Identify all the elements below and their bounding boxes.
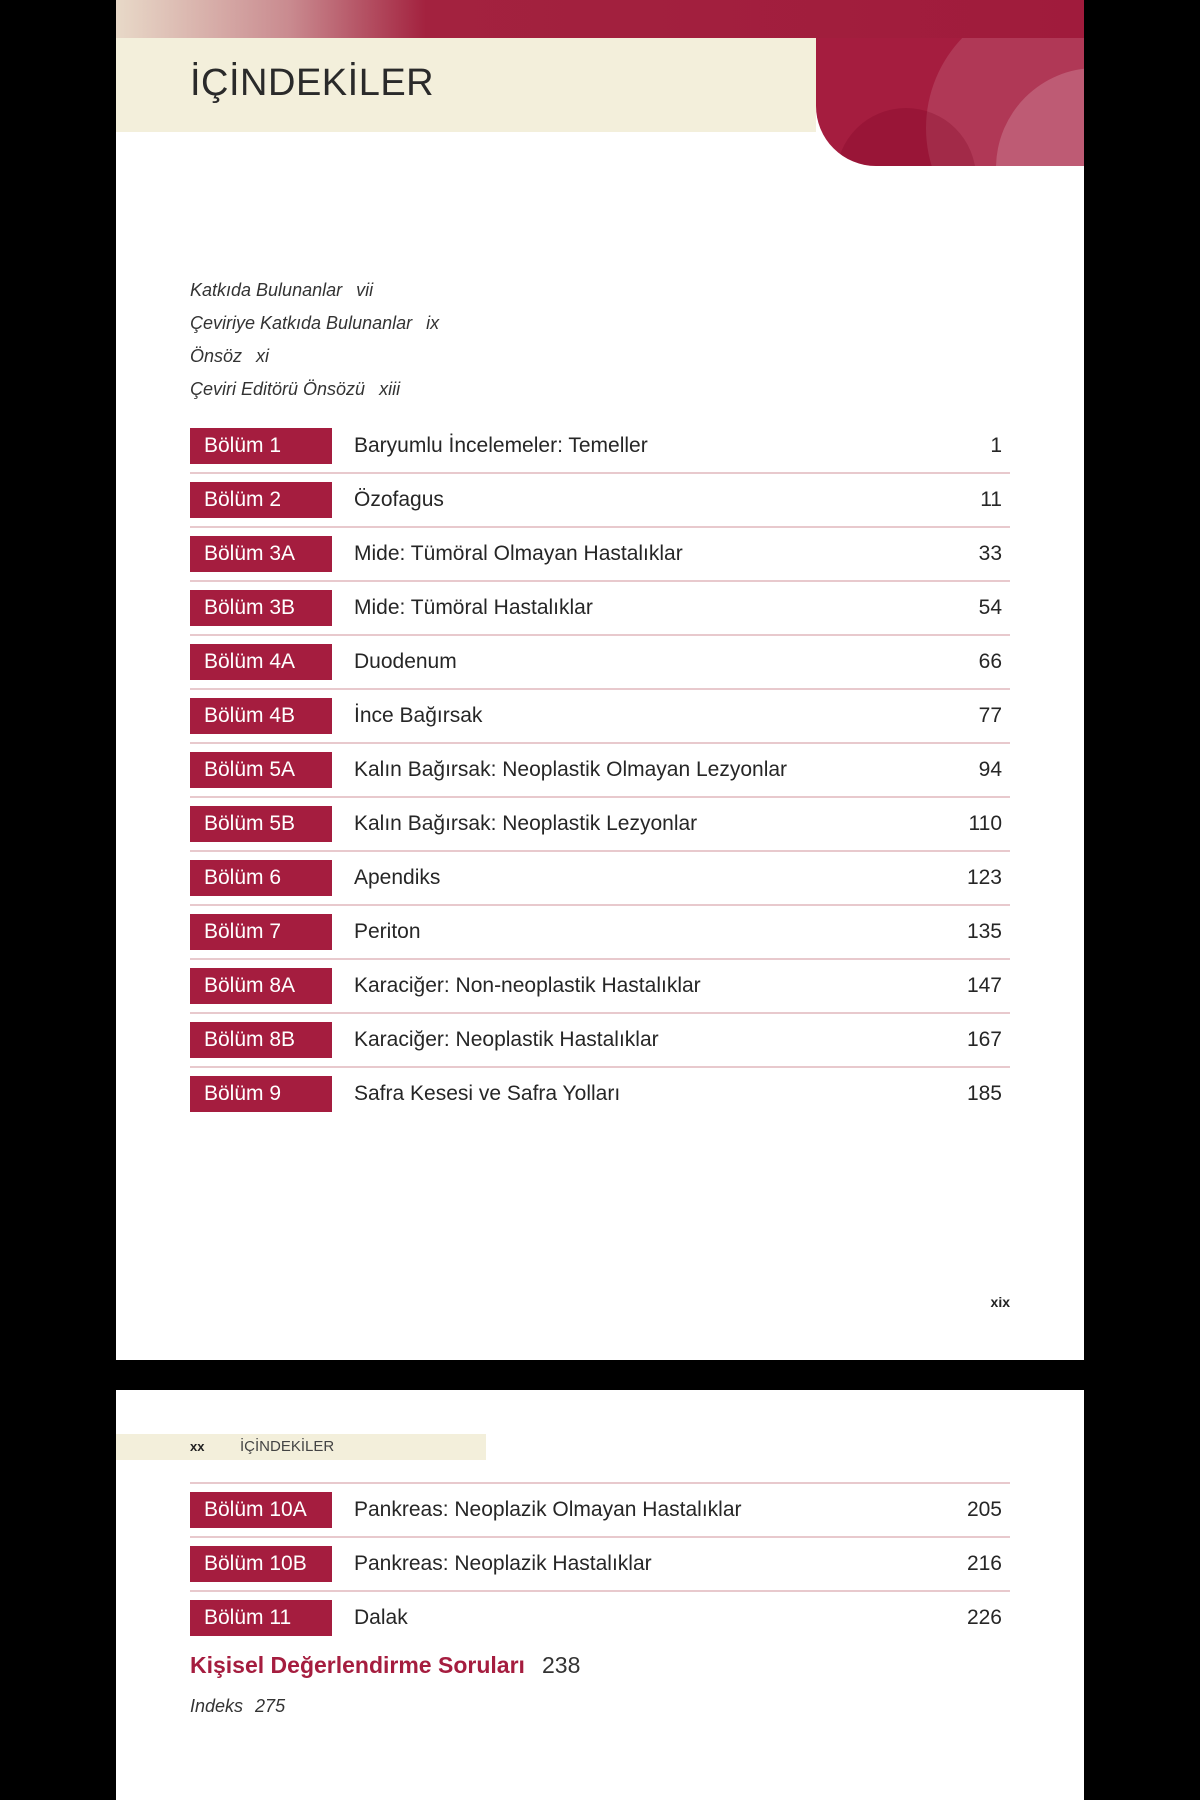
chapter-badge: Bölüm 5A [190, 752, 332, 788]
chapter-page-number: 185 [966, 1082, 1002, 1105]
front-matter-page: xi [256, 346, 270, 366]
chapter-page-number: 123 [966, 866, 1002, 889]
chapter-title: Kalın Bağırsak: Neoplastik Lezyonlar [354, 812, 698, 835]
chapter-title: İnce Bağırsak [354, 704, 483, 727]
front-matter-list [190, 274, 439, 406]
chapter-list-continued [190, 1482, 1010, 1644]
page-folio: xx [190, 1439, 205, 1454]
chapter-page-number: 1 [990, 434, 1002, 457]
chapter-row[interactable] [190, 420, 1010, 474]
front-matter-label: Çeviriye Katkıda Bulunanlar [190, 313, 413, 333]
chapter-badge: Bölüm 6 [190, 860, 332, 896]
book-page-xix [116, 0, 1084, 1360]
chapter-page-number: 216 [966, 1552, 1002, 1575]
chapter-row[interactable] [190, 960, 1010, 1014]
chapter-page-number: 66 [978, 650, 1002, 673]
chapter-title: Apendiks [354, 866, 441, 889]
chapter-list [190, 420, 1010, 1120]
chapter-title: Karaciğer: Neoplastik Hastalıklar [354, 1028, 659, 1051]
chapter-page-number: 167 [966, 1028, 1002, 1051]
chapter-title: Mide: Tümöral Hastalıklar [354, 596, 593, 619]
front-matter-item[interactable] [190, 307, 439, 340]
chapter-badge: Bölüm 2 [190, 482, 332, 518]
chapter-badge: Bölüm 8B [190, 1022, 332, 1058]
chapter-title: Kalın Bağırsak: Neoplastik Olmayan Lezyonlar [354, 758, 788, 781]
chapter-row[interactable] [190, 852, 1010, 906]
chapter-badge: Bölüm 1 [190, 428, 332, 464]
chapter-title: Özofagus [354, 488, 444, 511]
chapter-badge: Bölüm 4B [190, 698, 332, 734]
chapter-title: Pankreas: Neoplazik Olmayan Hastalıklar [354, 1498, 742, 1521]
book-page-xx [116, 1390, 1084, 1800]
front-matter-label: Çeviri Editörü Önsözü [190, 379, 366, 399]
chapter-row[interactable] [190, 582, 1010, 636]
chapter-row[interactable] [190, 906, 1010, 960]
header-gradient-bar [116, 0, 1084, 38]
self-evaluation-page-number: 238 [542, 1652, 581, 1678]
chapter-row[interactable] [190, 1068, 1010, 1120]
chapter-page-number: 110 [968, 812, 1002, 835]
chapter-badge: Bölüm 11 [190, 1600, 332, 1636]
chapter-row[interactable] [190, 1538, 1010, 1592]
chapter-badge: Bölüm 3B [190, 590, 332, 626]
front-matter-item[interactable] [190, 274, 439, 307]
index-entry[interactable] [190, 1696, 285, 1717]
chapter-badge: Bölüm 4A [190, 644, 332, 680]
front-matter-item[interactable] [190, 373, 439, 406]
chapter-title: Pankreas: Neoplazik Hastalıklar [354, 1552, 652, 1575]
chapter-badge: Bölüm 8A [190, 968, 332, 1004]
chapter-title: Dalak [354, 1606, 408, 1629]
chapter-page-number: 135 [966, 920, 1002, 943]
chapter-row[interactable] [190, 690, 1010, 744]
chapter-page-number: 94 [978, 758, 1002, 781]
chapter-badge: Bölüm 5B [190, 806, 332, 842]
chapter-page-number: 54 [978, 596, 1002, 619]
front-matter-page: ix [426, 313, 440, 333]
chapter-title: Karaciğer: Non-neoplastik Hastalıklar [354, 974, 701, 997]
chapter-title: Periton [354, 920, 421, 943]
chapter-badge: Bölüm 10A [190, 1492, 332, 1528]
chapter-title: Baryumlu İncelemeler: Temeller [354, 434, 648, 457]
index-label: Indeks [190, 1696, 244, 1716]
chapter-page-number: 33 [978, 542, 1002, 565]
chapter-badge: Bölüm 3A [190, 536, 332, 572]
chapter-page-number: 11 [980, 488, 1002, 511]
chapter-row[interactable] [190, 528, 1010, 582]
front-matter-page: vii [356, 280, 374, 300]
running-header-title: İÇİNDEKİLER [240, 1438, 335, 1455]
chapter-title: Duodenum [354, 650, 457, 673]
page-folio: xix [990, 1294, 1010, 1310]
front-matter-label: Önsöz [190, 346, 243, 366]
chapter-page-number: 147 [966, 974, 1002, 997]
chapter-row[interactable] [190, 798, 1010, 852]
chapter-page-number: 205 [966, 1498, 1002, 1521]
chapter-row[interactable] [190, 636, 1010, 690]
front-matter-page: xiii [379, 379, 401, 399]
chapter-row[interactable] [190, 474, 1010, 528]
chapter-badge: Bölüm 7 [190, 914, 332, 950]
chapter-badge: Bölüm 10B [190, 1546, 332, 1582]
page-title: İÇİNDEKİLER [190, 62, 435, 104]
chapter-row[interactable] [190, 1484, 1010, 1538]
chapter-row[interactable] [190, 1014, 1010, 1068]
chapter-badge: Bölüm 9 [190, 1076, 332, 1112]
chapter-row[interactable] [190, 1592, 1010, 1644]
chapter-page-number: 77 [978, 704, 1002, 727]
index-page-number: 275 [255, 1696, 286, 1716]
decorative-corner-graphic [816, 38, 1084, 166]
chapter-title: Mide: Tümöral Olmayan Hastalıklar [354, 542, 683, 565]
front-matter-item[interactable] [190, 340, 439, 373]
front-matter-label: Katkıda Bulunanlar [190, 280, 343, 300]
self-evaluation-link[interactable]: Kişisel Değerlendirme Soruları [190, 1652, 525, 1678]
chapter-title: Safra Kesesi ve Safra Yolları [354, 1082, 621, 1105]
chapter-page-number: 226 [966, 1606, 1002, 1629]
chapter-row[interactable] [190, 744, 1010, 798]
